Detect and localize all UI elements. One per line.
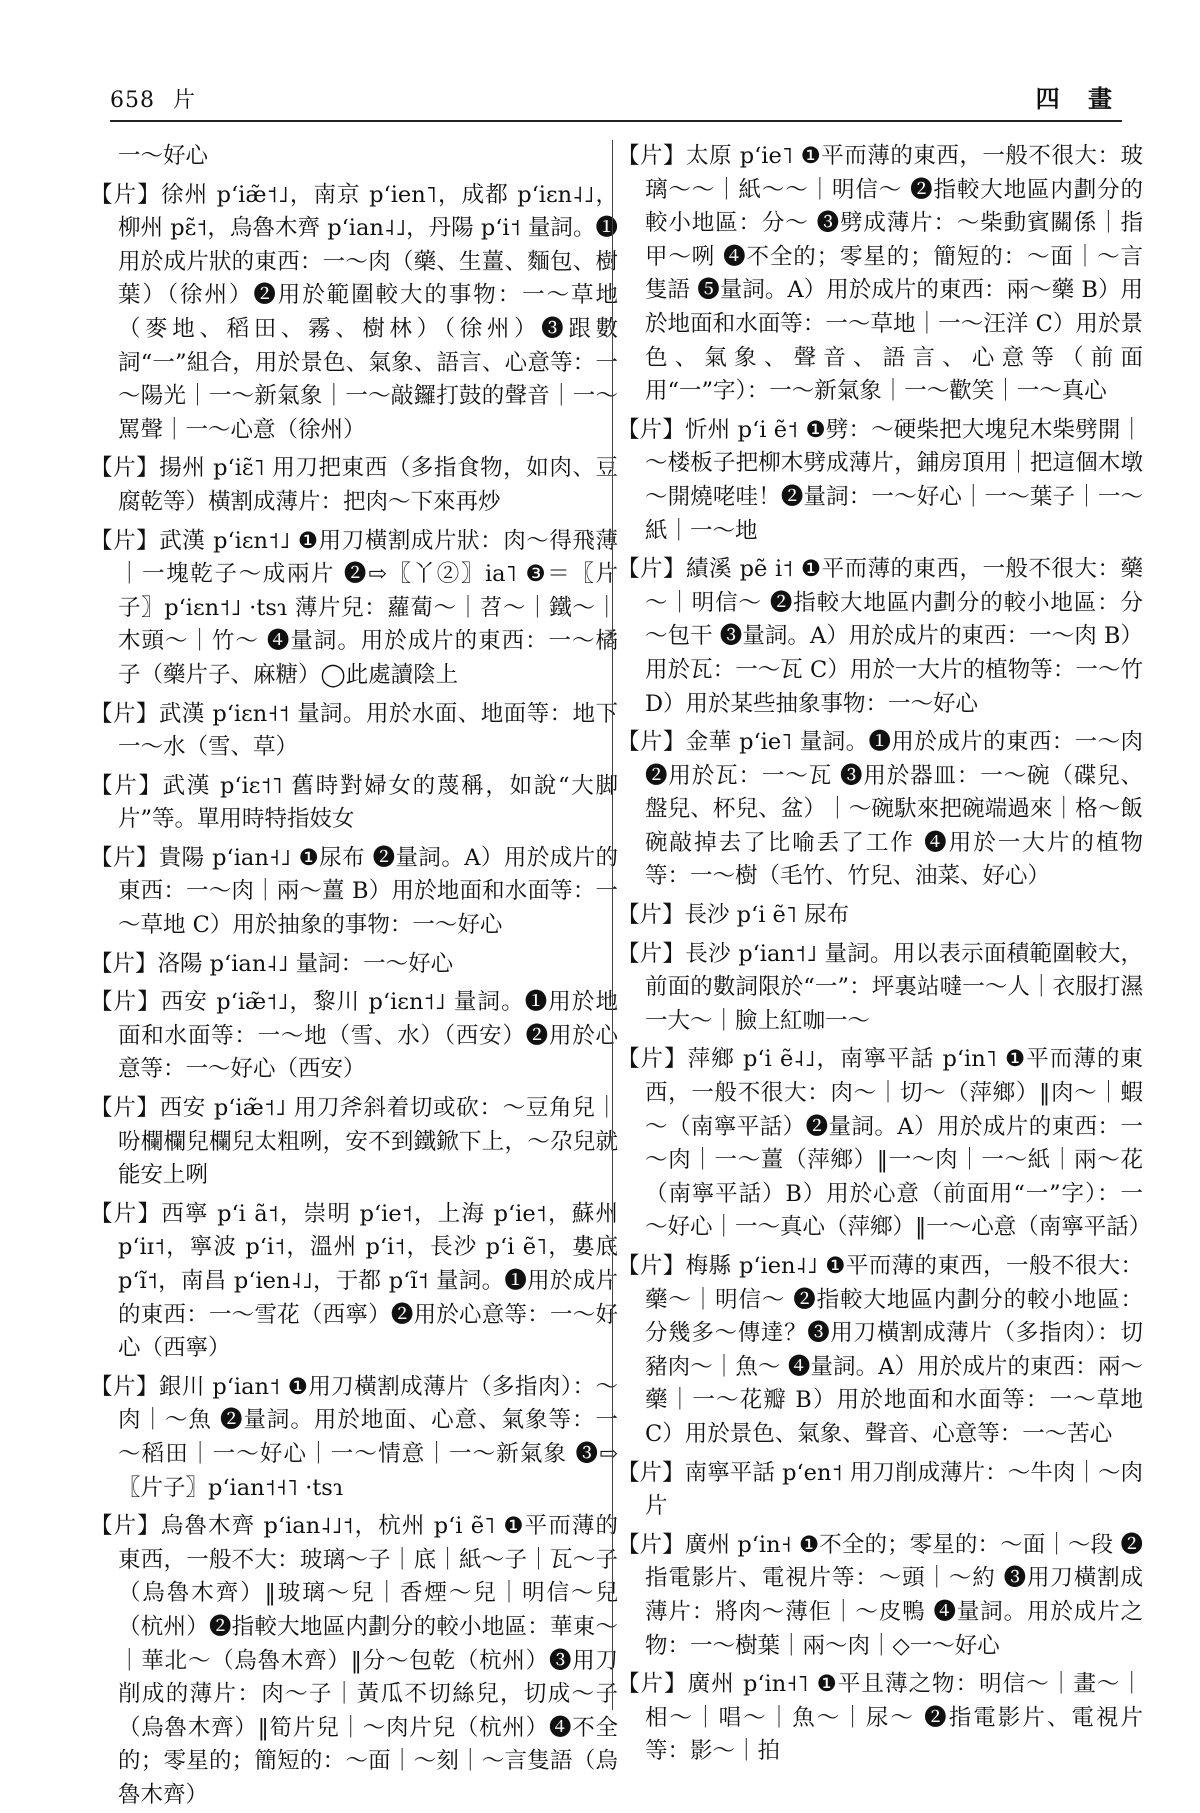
dictionary-entry: 【片】萍鄉 pʻi ẽ˨˩，南寧平話 pʻin˥ ❶平而薄的東西，一般不很大：肉～｜切～（萍鄉）‖肉～｜蝦～（南寧平話）❷量詞。A）用於成片的東西：一～肉｜一～薑（萍鄉）‖一～肉｜一～紙｜兩～花（南寧平話）B）用於心意（前面用“一”字）：一～好心｜一～真心（萍鄉）‖一～心意（南寧平話）: [617, 1046, 1152, 1241]
header-left: [110, 83, 214, 114]
dictionary-entry: 【片】武漢 pʻiɛn˧˦ 量詞。用於水面、地面等：地下一～水（雪、草）: [90, 700, 618, 761]
dictionary-entry: 【片】廣州 pʻin˧˥ ❶平且薄之物：明信～｜畫～｜相～｜唱～｜魚～｜尿～ ❷指電影片、電視片等：影～｜拍: [617, 1671, 1143, 1765]
dictionary-entry: 【片】武漢 pʻiɛ˦˥ 舊時對婦女的蔑稱，如說“大脚片”等。單用時特指妓女: [90, 772, 618, 833]
left-column: [90, 140, 618, 1808]
dictionary-entry: 【片】西安 pʻiæ̃˦˩，黎川 pʻiɛn˦˩ 量詞。❶用於地面和水面等：一～地（雪、水）（西安）❷用於心意等：一～好心（西安）: [90, 989, 618, 1083]
section-label: 四 畫: [1035, 84, 1122, 113]
page-number: 658: [110, 88, 155, 113]
dictionary-entry: 【片】揚州 pʻiɛ̃˥ 用刀把東西（多指食物，如肉、豆腐乾等）橫割成薄片：把肉～下來再炒: [90, 455, 618, 515]
dictionary-entry: 【片】南寧平話 pʻen˦ 用刀削成薄片：～牛肉｜～肉片: [617, 1459, 1143, 1520]
dictionary-entry: 【片】長沙 pʻian˦˩ 量詞。用以表示面積範圍較大，前面的數詞限於“一”：坪裏站噠一～人｜衣服打濕一大～｜臉上紅咖一～: [617, 940, 1143, 1034]
right-column: [612, 140, 1152, 1765]
dictionary-entry: 【片】金華 pʻie˥ 量詞。❶用於成片的東西：一～肉 ❷用於瓦：一～瓦 ❸用於器皿：一～碗（碟兒、盤兒、杯兒、盆）｜～碗馱來把碗端過來｜格～飯碗敲掉去了比喻丢了工作 ❹用於一大片的植物等：一～樹（毛竹、竹兒、油菜、好心）: [617, 729, 1143, 890]
dictionary-entry: 【片】梅縣 pʻien˨˩ ❶平而薄的東西，一般不很大：藥～｜明信～ ❷指較大地區内劃分的較小地區：分幾多～傳達？❸用刀橫割成薄片（多指肉）：切豬肉～｜魚～ ❹量詞。A）用於成片的東西：兩～藥｜一～花瓣 B）用於地面和水面等：一～草地 C）用於景色、氣象、聲音、心意等：一～苦心: [617, 1253, 1143, 1447]
continuation-text: 一～好心: [118, 143, 209, 169]
dictionary-entry: 【片】貴陽 pʻian˧˩ ❶尿布 ❷量詞。A）用於成片的東西：一～肉｜兩～薑 B）用於地面和水面等：一～草地 C）用於抽象的事物：一～好心: [90, 844, 618, 939]
dictionary-entry: 【片】長沙 pʻi ẽ˥ 尿布: [617, 902, 850, 929]
dictionary-entry: 【片】太原 pʻie˥ ❶平而薄的東西，一般不很大：玻璃～～｜紙～～｜明信～ ❷指較大地區内劃分的較小地區：分～ ❸劈成薄片：～柴動賓關係｜指甲～咧 ❹不全的；零星的；簡短的：～面｜～言隻語 ❺量詞。A）用於成片的東西：兩～藥 B）用於地面和水面等：一～草地｜一～汪洋 C）用於景色、氣象、聲音、語言、心意等（前面用“一”字）：一～新氣象｜一～歡笑｜一～真心: [617, 143, 1143, 405]
dictionary-entry: 【片】西寧 pʻi ã˦，崇明 pʻie˦，上海 pʻie˦，蘇州 pʻiɪ˦，寧波 pʻi˦，溫州 pʻi˦，長沙 pʻi ẽ˥，婁底 pʻĩ˦，南昌 pʻien˨˩，于都 pʻĩ˦ 量詞。❶用於成片的東西：一～雪花（西寧）❷用於心意等：一～好心（西寧）: [90, 1200, 618, 1362]
dictionary-entry: 【片】廣州 pʻin˧ ❶不全的；零星的：～面｜～段 ❷指電影片、電視片等：～頭｜～約 ❸用刀橫割成薄片：將肉～薄佢｜～皮鴨 ❹量詞。用於成片之物：一～樹葉｜兩～肉｜◇一～好心: [617, 1531, 1143, 1659]
dictionary-entry: 【片】武漢 pʻiɛn˦˩ ❶用刀橫割成片狀：肉～得飛薄｜一塊乾子～成兩片 ❷⇨〖丫②〗ia˥ ❸＝〖片子〗pʻiɛn˦˩ ·tsɿ 薄片兒：蘿蔔～｜苕～｜鐵～｜木頭～｜竹～ ❹量詞。用於成片的東西：一～橘子（藥片子、麻糖）◯此處讀陰上: [90, 527, 618, 688]
dictionary-entry: 【片】徐州 pʻiæ̃˦˩，南京 pʻien˥，成都 pʻiɛn˨˩，柳州 pɛ̃˦，烏魯木齊 pʻian˨˩，丹陽 pʻi˦ 量詞。❶用於成片狀的東西：一～肉（藥、生薑、麵包、樹葉）（徐州）❷用於範圍較大的事物：一～草地（麥地、稻田、霧、樹林）（徐州）❸跟數詞“一”組合，用於景色、氣象、語言、心意等：一～陽光｜一～新氣象｜一～敲鑼打鼓的聲音｜一～罵聲｜一～心意（徐州）: [90, 181, 618, 443]
dictionary-entry: 【片】績溪 pẽ i˦ ❶平而薄的東西，一般不很大：藥～｜明信～ ❷指較大地區内劃分的較小地區：分～包干 ❸量詞。A）用於成片的東西：一～肉 B）用於瓦：一～瓦 C）用於一大片的植物等：一～竹 D）用於某些抽象事物：一～好心: [617, 556, 1143, 717]
radical-label: 片: [173, 88, 197, 113]
dictionary-entry: 【片】洛陽 pʻian˨˩ 量詞：一～好心: [90, 950, 454, 977]
dictionary-entry: 【片】西安 pʻiæ̃˦˩ 用刀斧斜着切或砍：～豆角兒｜吩欄欄兒欄兒太粗咧，安不到鐵鍁下上，～尕兒就能安上咧: [90, 1095, 618, 1189]
dictionary-entry: 【片】烏魯木齊 pʻian˨˩˦，杭州 pʻi ẽ˥ ❶平而薄的東西，一般不大：玻璃～子｜底｜紙～子｜瓦～子（烏魯木齊）‖玻璃～兒｜香煙～兒｜明信～兒（杭州）❷指較大地區内劃分的較小地區：華東～｜華北～（烏魯木齊）‖分～包乾（杭州）❸用刀削成的薄片：肉～子｜黃瓜不切絲兒，切成～子（烏魯木齊）‖筍片兒｜～肉片兒（杭州）❹不全的；零星的；簡短的：～面｜～刻｜～言隻語（烏魯木齊）: [90, 1513, 618, 1808]
dictionary-entry: 【片】忻州 pʻi ẽ˦ ❶劈：～硬柴把大塊兒木柴劈開｜～楼板子把柳木劈成薄片，鋪房頂用｜把這個木墩～開燒咾哇！❷量詞：一～好心｜一～葉子｜一～紙｜一～地: [617, 416, 1143, 544]
dictionary-entry: 【片】銀川 pʻian˦ ❶用刀橫割成薄片（多指肉）：～肉｜～魚 ❷量詞。用於地面、心意、氣象等：一～稻田｜一～好心｜一～情意｜一～新氣象 ❸⇨〖片子〗pʻian˦˧˥ ·tsɿ: [90, 1373, 618, 1501]
page-header: [110, 78, 1122, 122]
